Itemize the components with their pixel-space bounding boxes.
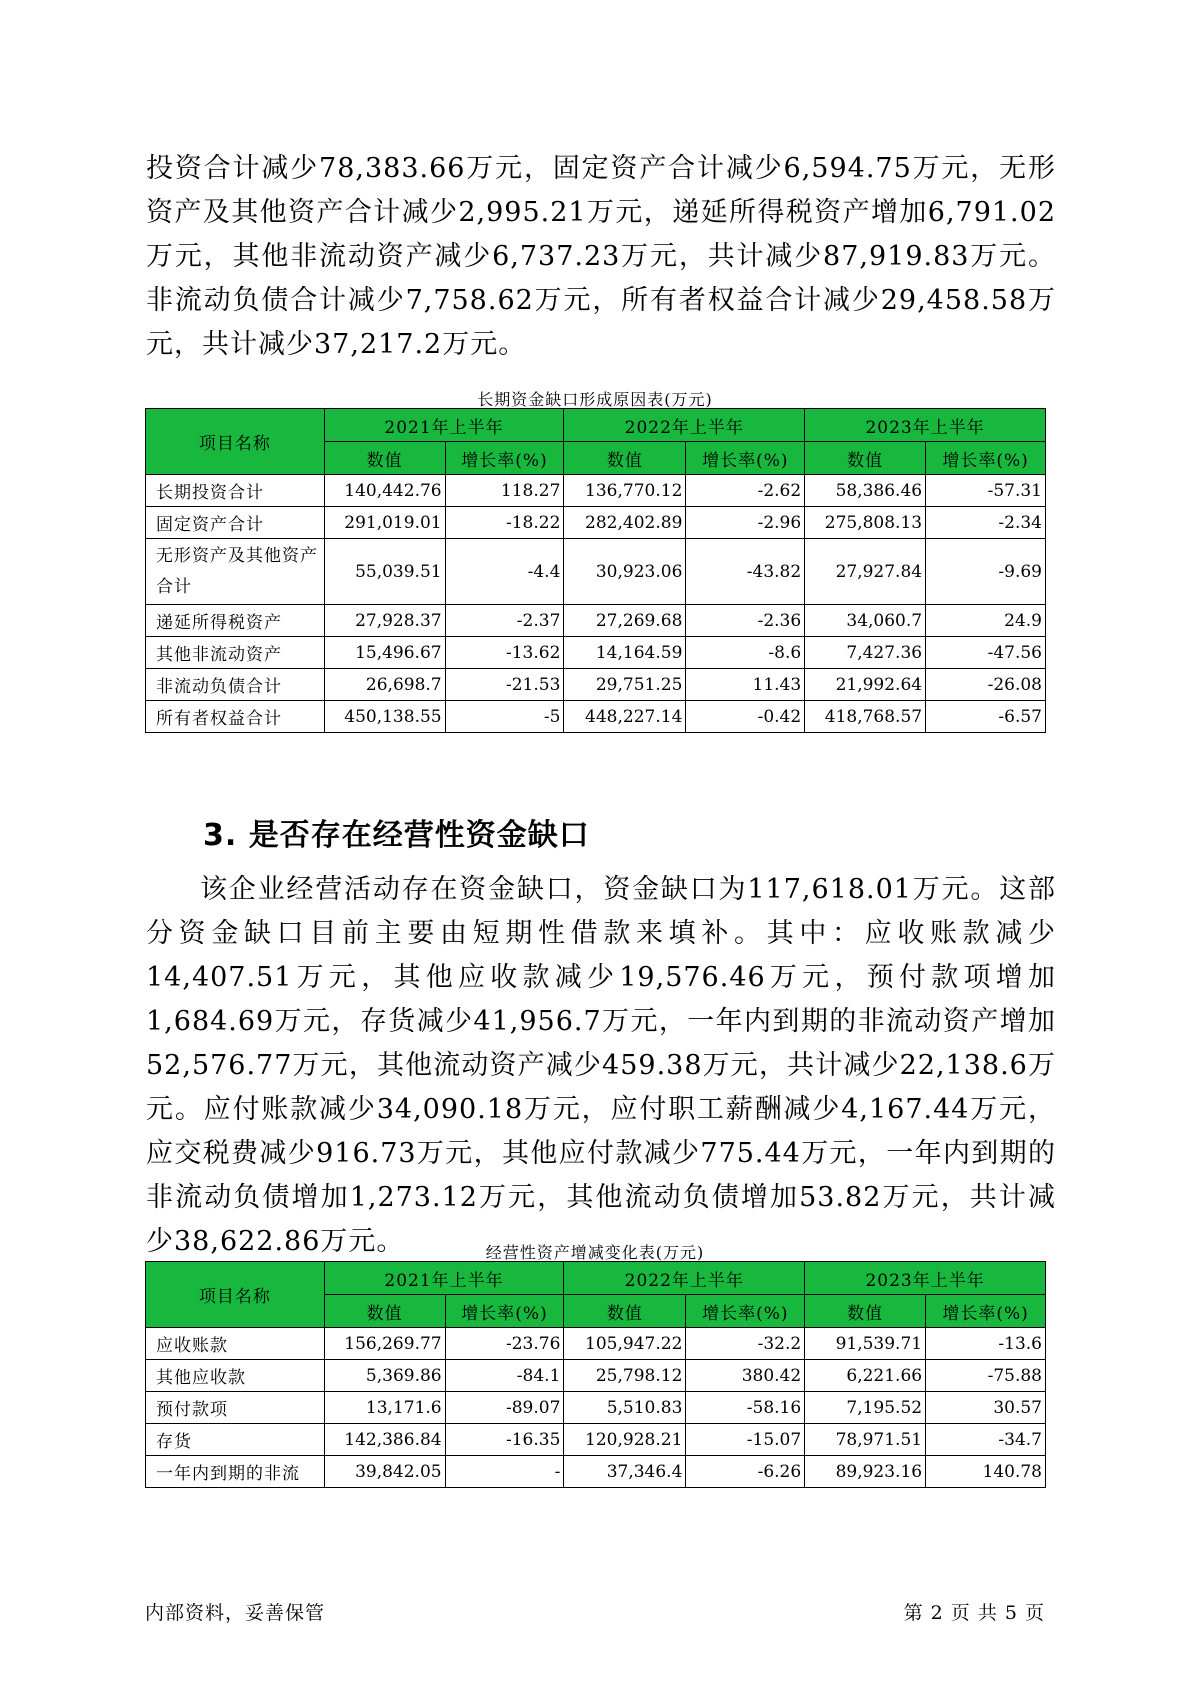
- cell-growth: -43.82: [686, 539, 805, 605]
- header-item-name: 项目名称: [146, 409, 325, 475]
- header-value: 数值: [805, 442, 926, 475]
- cell-growth: -6.26: [686, 1456, 805, 1488]
- cell-value: 7,427.36: [805, 637, 926, 669]
- section-heading: 3. 是否存在经营性资金缺口: [203, 818, 590, 853]
- cell-value: 5,510.83: [564, 1392, 686, 1424]
- cell-value: 29,751.25: [564, 669, 686, 701]
- cell-growth: -21.53: [445, 669, 564, 701]
- header-value: 数值: [324, 1295, 445, 1328]
- cell-value: 15,496.67: [324, 637, 445, 669]
- cell-value: 39,842.05: [324, 1456, 445, 1488]
- row-name: 固定资产合计: [146, 507, 325, 539]
- header-period-2021: 2021年上半年: [324, 1262, 564, 1295]
- cell-growth: -15.07: [686, 1424, 805, 1456]
- header-item-name: 项目名称: [146, 1262, 325, 1328]
- table-row: [146, 1392, 1046, 1424]
- cell-value: 105,947.22: [564, 1328, 686, 1360]
- cell-growth: -2.34: [926, 507, 1046, 539]
- cell-value: 78,971.51: [805, 1424, 926, 1456]
- cell-value: 14,164.59: [564, 637, 686, 669]
- cell-growth: -6.57: [926, 701, 1046, 733]
- table-row: [146, 507, 1046, 539]
- cell-value: 27,928.37: [324, 605, 445, 637]
- header-value: 数值: [564, 1295, 686, 1328]
- header-growth: 增长率(%): [926, 1295, 1046, 1328]
- cell-growth: -32.2: [686, 1328, 805, 1360]
- row-name: 其他应收款: [146, 1360, 325, 1392]
- table-row: [146, 637, 1046, 669]
- cell-value: 37,346.4: [564, 1456, 686, 1488]
- cell-growth: -34.7: [926, 1424, 1046, 1456]
- cell-growth: -4.4: [445, 539, 564, 605]
- cell-growth: -2.37: [445, 605, 564, 637]
- table-row: [146, 475, 1046, 507]
- row-name: 所有者权益合计: [146, 701, 325, 733]
- row-name: 应收账款: [146, 1328, 325, 1360]
- table2-caption: 经营性资产增减变化表(万元): [485, 1243, 705, 1262]
- row-name: 递延所得税资产: [146, 605, 325, 637]
- row-name: 非流动负债合计: [146, 669, 325, 701]
- footer-page-number: 第 2 页 共 5 页: [903, 1602, 1045, 1624]
- cell-growth: 140.78: [926, 1456, 1046, 1488]
- table-row: [146, 539, 1046, 605]
- table-row: [146, 1424, 1046, 1456]
- cell-growth: -2.36: [686, 605, 805, 637]
- cell-value: 25,798.12: [564, 1360, 686, 1392]
- cell-growth: -13.62: [445, 637, 564, 669]
- intro-paragraph: 投资合计减少78,383.66万元，固定资产合计减少6,594.75万元，无形资产及其他资产合计减少2,995.21万元，递延所得税资产增加6,791.02万元，其他非流动资产减少6,737.23万元，共计减少87,919.83万元。非流动负债合计减少7,758.62万元，所有者权益合计减少29,458.58万元，共计减少37,217.2万元。: [146, 153, 1056, 360]
- cell-value: 418,768.57: [805, 701, 926, 733]
- cell-value: 26,698.7: [324, 669, 445, 701]
- cell-value: 6,221.66: [805, 1360, 926, 1392]
- header-period-2023: 2023年上半年: [805, 1262, 1046, 1295]
- header-value: 数值: [805, 1295, 926, 1328]
- cell-value: 5,369.86: [324, 1360, 445, 1392]
- cell-value: 21,992.64: [805, 669, 926, 701]
- cell-value: 275,808.13: [805, 507, 926, 539]
- header-period-2021: 2021年上半年: [324, 409, 564, 442]
- cell-growth: 118.27: [445, 475, 564, 507]
- cell-growth: 380.42: [686, 1360, 805, 1392]
- cell-growth: -84.1: [445, 1360, 564, 1392]
- cell-growth: 30.57: [926, 1392, 1046, 1424]
- cell-value: 450,138.55: [324, 701, 445, 733]
- table1-caption: 长期资金缺口形成原因表(万元): [477, 390, 713, 409]
- row-name: 无形资产及其他资产合计: [146, 539, 325, 605]
- cell-value: 55,039.51: [324, 539, 445, 605]
- table-row: [146, 669, 1046, 701]
- header-growth: 增长率(%): [445, 442, 564, 475]
- cell-growth: -8.6: [686, 637, 805, 669]
- footer-confidential-note: 内部资料，妥善保管: [145, 1602, 326, 1624]
- long-term-funding-gap-table: [145, 408, 1046, 733]
- cell-growth: -0.42: [686, 701, 805, 733]
- cell-value: 136,770.12: [564, 475, 686, 507]
- cell-growth: -: [445, 1456, 564, 1488]
- cell-growth: -47.56: [926, 637, 1046, 669]
- cell-growth: -18.22: [445, 507, 564, 539]
- cell-growth: -13.6: [926, 1328, 1046, 1360]
- cell-growth: -16.35: [445, 1424, 564, 1456]
- table-row: [146, 1360, 1046, 1392]
- cell-value: 58,386.46: [805, 475, 926, 507]
- cell-growth: -2.62: [686, 475, 805, 507]
- cell-growth: -26.08: [926, 669, 1046, 701]
- cell-value: 156,269.77: [324, 1328, 445, 1360]
- cell-value: 91,539.71: [805, 1328, 926, 1360]
- cell-value: 140,442.76: [324, 475, 445, 507]
- cell-value: 27,927.84: [805, 539, 926, 605]
- cell-value: 120,928.21: [564, 1424, 686, 1456]
- cell-value: 142,386.84: [324, 1424, 445, 1456]
- table-row: [146, 1456, 1046, 1488]
- operating-assets-change-table: [145, 1261, 1046, 1488]
- cell-value: 448,227.14: [564, 701, 686, 733]
- cell-value: 13,171.6: [324, 1392, 445, 1424]
- table-row: [146, 701, 1046, 733]
- cell-value: 34,060.7: [805, 605, 926, 637]
- section-paragraph: 该企业经营活动存在资金缺口，资金缺口为117,618.01万元。这部分资金缺口目前主要由短期性借款来填补。其中：应收账款减少14,407.51万元，其他应收款减少19,576.46万元，预付款项增加1,684.69万元，存货减少41,956.7万元，一年内到期的非流动资产增加52,576.77万元，其他流动资产减少459.38万元，共计减少22,138.6万元。应付账款减少34,090.18万元，应付职工薪酬减少4,167.44万元，应交税费减少916.73万元，其他应付款减少775.44万元，一年内到期的非流动负债增加1,273.12万元，其他流动负债增加53.82万元，共计减少38,622.86万元。: [146, 874, 1056, 1257]
- cell-growth: -57.31: [926, 475, 1046, 507]
- cell-value: 291,019.01: [324, 507, 445, 539]
- table-row: [146, 1328, 1046, 1360]
- row-name: 长期投资合计: [146, 475, 325, 507]
- row-name: 其他非流动资产: [146, 637, 325, 669]
- cell-growth: 24.9: [926, 605, 1046, 637]
- header-period-2022: 2022年上半年: [564, 409, 805, 442]
- cell-growth: -23.76: [445, 1328, 564, 1360]
- cell-growth: 11.43: [686, 669, 805, 701]
- row-name: 存货: [146, 1424, 325, 1456]
- cell-value: 27,269.68: [564, 605, 686, 637]
- header-growth: 增长率(%): [686, 442, 805, 475]
- cell-growth: -9.69: [926, 539, 1046, 605]
- cell-growth: -89.07: [445, 1392, 564, 1424]
- cell-value: 282,402.89: [564, 507, 686, 539]
- cell-value: 89,923.16: [805, 1456, 926, 1488]
- cell-value: 30,923.06: [564, 539, 686, 605]
- header-period-2023: 2023年上半年: [805, 409, 1046, 442]
- header-growth: 增长率(%): [686, 1295, 805, 1328]
- header-value: 数值: [564, 442, 686, 475]
- header-growth: 增长率(%): [445, 1295, 564, 1328]
- cell-value: 7,195.52: [805, 1392, 926, 1424]
- header-growth: 增长率(%): [926, 442, 1046, 475]
- cell-growth: -5: [445, 701, 564, 733]
- row-name: 一年内到期的非流: [146, 1456, 325, 1488]
- cell-growth: -2.96: [686, 507, 805, 539]
- header-period-2022: 2022年上半年: [564, 1262, 805, 1295]
- table-row: [146, 605, 1046, 637]
- row-name: 预付款项: [146, 1392, 325, 1424]
- cell-growth: -58.16: [686, 1392, 805, 1424]
- header-value: 数值: [324, 442, 445, 475]
- cell-growth: -75.88: [926, 1360, 1046, 1392]
